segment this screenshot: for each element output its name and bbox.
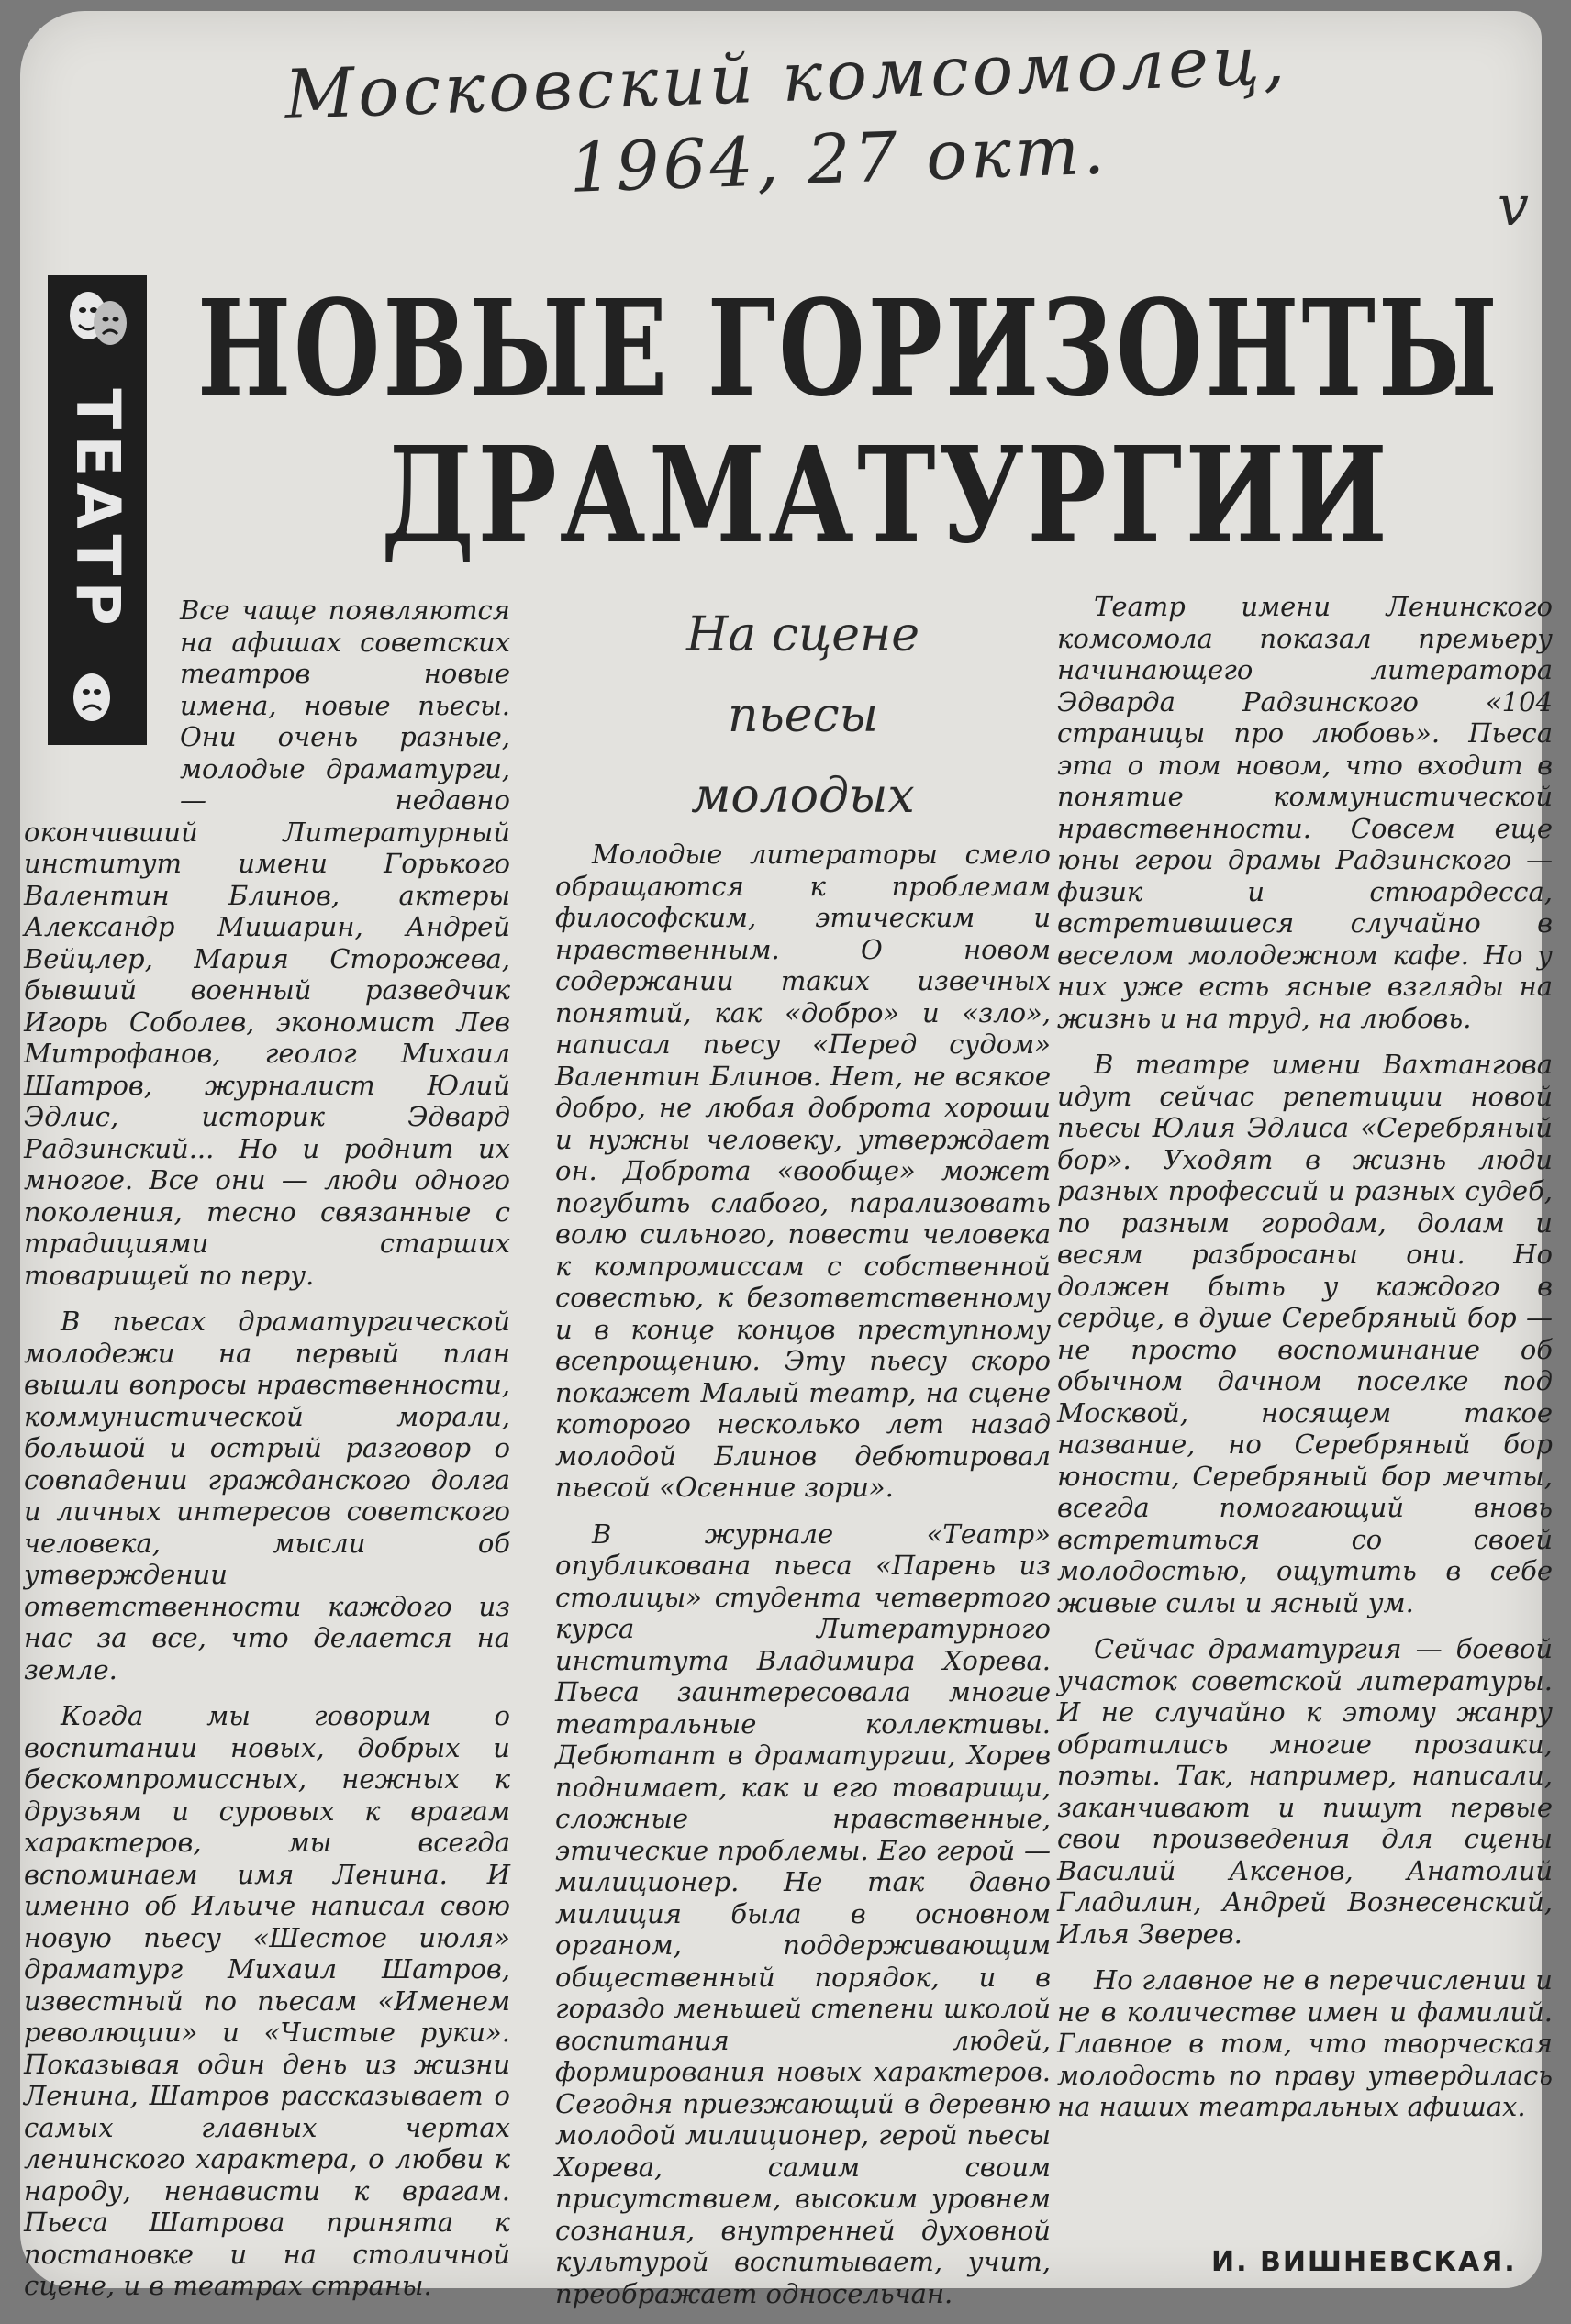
article-column-2 (555, 839, 1051, 2324)
rubric-label: ТЕАТР (61, 387, 133, 631)
subheadline (555, 595, 1051, 837)
rubric-space (24, 595, 180, 787)
article-paragraph: Но главное не в перечислении и не в количестве имен и фамилий. Главное в том, что творческая молодость по праву утвердилась на наших театральных афишах. (1057, 1964, 1553, 2122)
theatre-mask-icon (61, 283, 134, 356)
article-column-1 (24, 595, 510, 2317)
subheadline-line: На сцене (685, 607, 920, 662)
headline-line-1: НОВЫЕ ГОРИЗОНТЫ (197, 271, 1500, 426)
handwritten-source-note: Московский комсомолец, (283, 20, 1290, 135)
article-paragraph: Сейчас драматургия — боевой участок советской литературы. И не случайно к этому жанру обратились многие прозаики, поэты. Так, например, написали, заканчивают и пишут первые свои произведения для сцены Василий Аксенов, Анатолий Гладилин, Андрей Вознесенский, Илья Зверев. (1057, 1633, 1553, 1950)
article-paragraph: Театр имени Ленинского комсомола показал премьеру начинающего литератора Эдварда Радзинского «104 страницы про любовь». Пьеса эта о том новом, что входит в понятие коммунистической нравственности. Совсем еще юны герои драмы Радзинского — физик и стюардесса, встретившиеся случайно в веселом молодежном кафе. Но у них уже есть ясные взгляды на жизнь и на труд, на любовь. (1057, 591, 1553, 1034)
article-column-3 (1057, 591, 1553, 2138)
handwritten-date-note: 1964, 27 окт. (567, 110, 1110, 208)
handwritten-check-mark: v (1498, 174, 1529, 239)
subheadline-line: молодых (691, 769, 915, 824)
article-paragraph: Все чаще появляются на афишах советских театров новые имена, новые пьесы. Они очень разные, молодые драматурги, — недавно окончивший Литературный институт имени Горького Валентин Блинов, актеры Александр Мишарин, Андрей Вейцлер, Мария Сторожева, бывший военный разведчик Игорь Соболев, экономист Лев Митрофанов, геолог Михаил Шатров, журналист Юлий Эдлис, историк Эдвард Радзинский... Но и роднит их многое. Все они — люди одного поколения, тесно связанные с традициями старших товарищей по перу. (24, 595, 510, 1291)
article-paragraph: Молодые литераторы смело обращаются к проблемам философским, этическим и нравственным. О новом содержании таких извечных понятий, как «добро» и «зло», написал пьесу «Перед судом» Валентин Блинов. Нет, не всякое добро, не любая доброта хороши и нужны человеку, утверждает он. Доброта «вообще» может погубить слабого, парализовать волю сильного, повести человека к компромиссам с собственной совестью, к безответственному и в конце концов преступному всепрощению. Эту пьесу скоро покажет Малый театр, на сцене которого несколько лет назад молодой Блинов дебютировал пьесой «Осенние зори». (555, 839, 1051, 1503)
subheadline-line: пьесы (727, 688, 879, 743)
author-signature: И. ВИШНЕВСКАЯ. (1211, 2246, 1517, 2278)
article-paragraph: В театре имени Вахтангова идут сейчас репетиции новой пьесы Юлия Эдлиса «Серебряный бор». Уходят в жизнь люди разных профессий и разных судеб, по разным городам, долам и весям разбросаны они. Но должен быть у каждого в сердце, в душе Серебряный бор — не просто воспоминание об обычном дачном поселке под Москвой, носящем такое название, но Серебряный бор юности, Серебряный бор мечты, всегда помогающий вновь встретиться со своей молодостью, ощутить в себе живые силы и ясный ум. (1057, 1049, 1553, 1618)
article-paragraph: Когда мы говорим о воспитании новых, добрых и бескомпромиссных, нежных к друзьям и суровых к врагам характеров, мы всегда вспоминаем имя Ленина. И именно об Ильиче написал свою новую пьесу «Шестое июля» драматург Михаил Шатров, известный по пьесам «Именем революции» и «Чистые руки». Показывая один день из жизни Ленина, Шатров рассказывает о самых главных чертах ленинского характера, о любви к народу, ненависти к врагам. Пьеса Шатрова принята к постановке и на столичной сцене, и в театрах страны. (24, 1700, 510, 2301)
article-paragraph: В журнале «Театр» опубликована пьеса «Парень из столицы» студента четвертого курса Литературного института Владимира Хорева. Пьеса заинтересовала многие театральные коллективы. Дебютант в драматургии, Хорев поднимает, как и его товарищи, сложные нравственные, этические проблемы. Его герой — милиционер. Не так давно милиция была в основном органом, поддерживающим общественный порядок, и в гораздо меньшей степени школой воспитания людей, формирования новых характеров. Сегодня приезжающий в деревню молодой милиционер, герой пьесы Хорева, самим своим присутствием, высоким уровнем сознания, внутренней духовной культурой воспитывает, учит, преображает односельчан. (555, 1518, 1051, 2309)
article-paragraph: В пьесах драматургической молодежи на первый план вышли вопросы нравственности, коммунистической морали, большой и острый разговор о совпадении гражданского долга и личных интересов советского человека, мысли об утверждении ответственности каждого из нас за все, что делается на земле. (24, 1306, 510, 1685)
headline-line-2: ДРАМАТУРГИИ (381, 417, 1391, 573)
